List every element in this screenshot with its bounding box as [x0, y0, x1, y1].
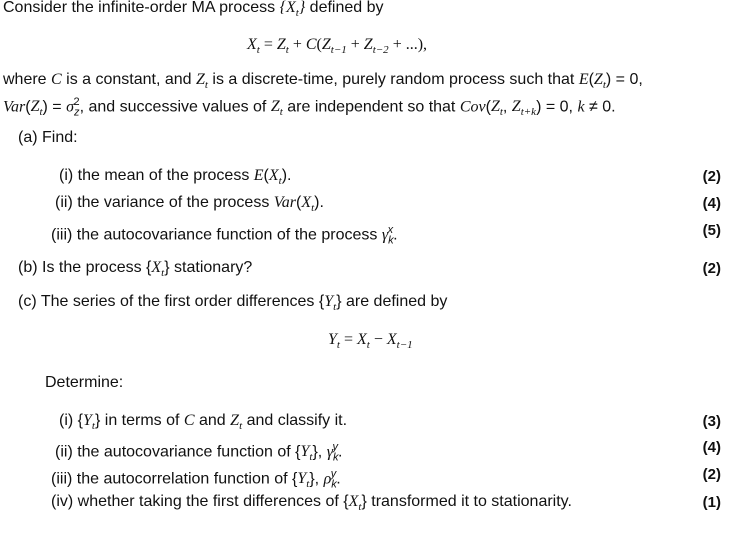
part-a-label: (a) Find: — [18, 129, 78, 146]
part-c-intro: (c) The series of the first order differences $\{Y_t\}$ are defined by — [18, 293, 448, 314]
part-b-marks: (2) — [702, 260, 721, 277]
part-c-item-i-marks: (3) — [702, 413, 721, 430]
equation-first-difference: $Y_t = X_t - X_{t-1}$ — [328, 331, 413, 352]
part-b-question: (b) Is the process $\{X_t\}$ stationary? — [18, 259, 253, 280]
intro-text-a: Consider the infinite-order MA process — [3, 0, 276, 16]
part-c-item-ii: (ii) the autocovariance function of $\{Y_t\}$, $\gamma_k^y$. — [55, 441, 343, 464]
part-c-item-iii-marks: (2) — [702, 466, 721, 483]
part-a-item-ii-marks: (4) — [702, 195, 721, 212]
part-a-item-iii-marks: (5) — [702, 222, 721, 239]
part-c-item-iv: (iv) whether taking the first differences of $\{X_t\}$ transformed it to stationarity. — [51, 493, 572, 514]
part-c-item-iii: (iii) the autocorrelation function of $\{Y_t\}$, $\rho_k^y$. — [51, 468, 341, 491]
part-c-item-i: (i) $\{Y_t\}$ in terms of C and $Z_t$ and classify it. — [59, 412, 348, 433]
part-a-item-iii: (iii) the autocovariance function of the process $\gamma_k^x$. — [51, 224, 398, 247]
intro-line — [3, 0, 384, 23]
part-c-item-iv-marks: (1) — [702, 494, 721, 511]
part-a-item-ii: (ii) the variance of the process $Var(X_t)$. — [55, 194, 324, 215]
equation-ma-process: $X_t = Z_t + C(Z_{t-1} + Z_{t-2}$ + ...), — [247, 36, 428, 57]
part-c-item-ii-marks: (4) — [702, 439, 721, 456]
where-line-1: where C is a constant, and $Z_t$ is a discrete-time, purely random process such that $E(Z_t) = 0$, — [3, 71, 643, 92]
intro-text-b: defined by — [309, 0, 384, 16]
part-a-item-i: (i) the mean of the process $E(X_t)$. — [59, 167, 292, 188]
determine-label: Determine: — [45, 374, 124, 391]
intro-math: $\{X_t\}$ — [279, 0, 306, 20]
part-a-item-i-marks: (2) — [702, 168, 721, 185]
where-line-2: $Var(Z_t) = \sigma_z^2$, and successive values of $Z_t$ are independent so that $Cov(Z_t$, $Z_{t+k}) = 0$, k ≠ 0. — [3, 96, 616, 119]
